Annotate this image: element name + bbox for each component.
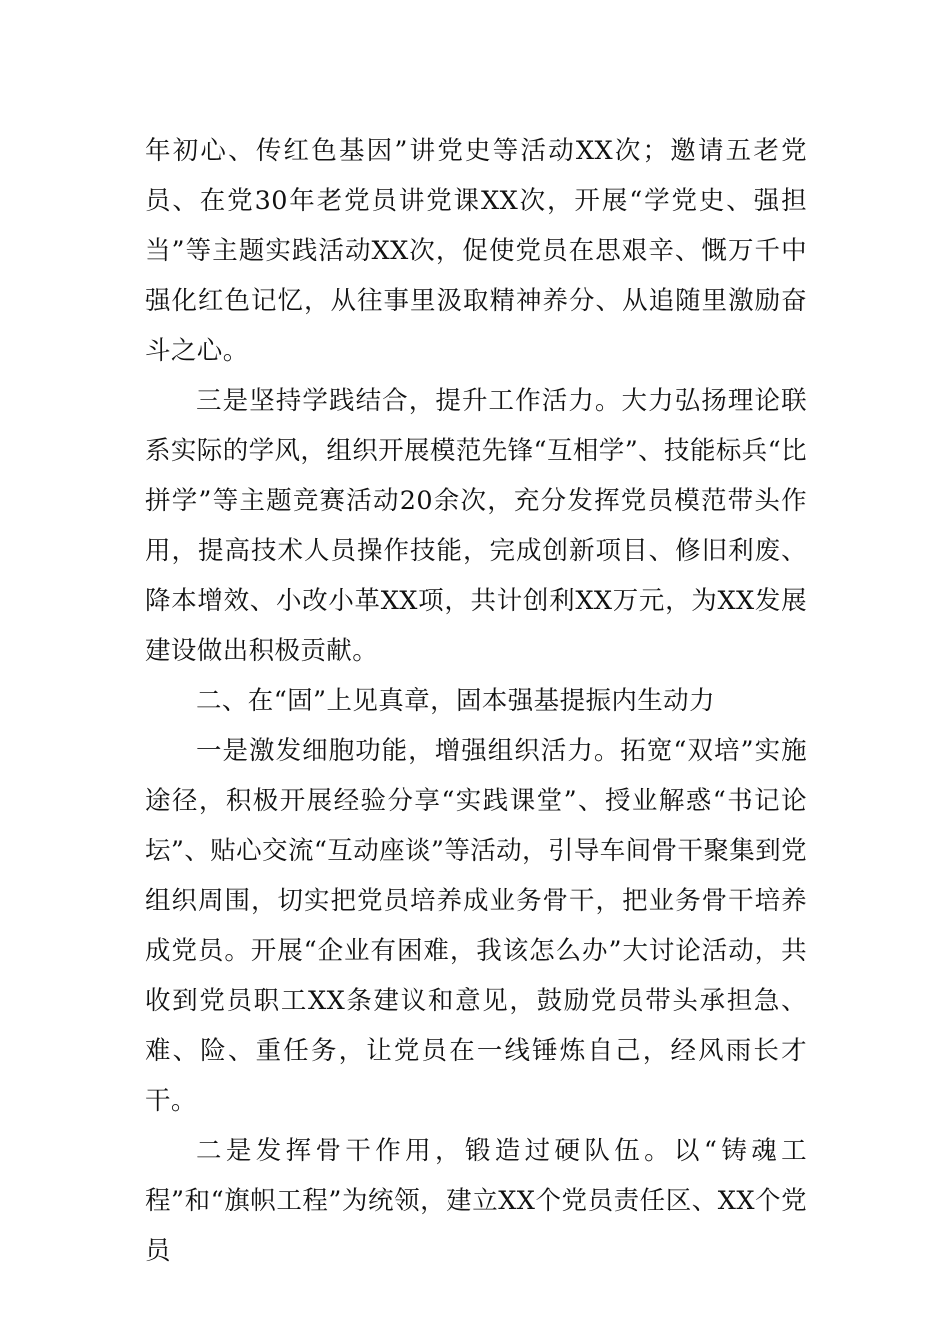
paragraph-party-history-activities: 年初心、传红色基因”讲党史等活动XX次；邀请五老党员、在党30年老党员讲党课XX次，开展“学党史、强担当”等主题实践活动XX次，促使党员在思艰辛、慨万千中强化红色记忆，从往事里汲取精神养分、从追随里激励奋斗之心。 (145, 136, 807, 366)
section-heading-consolidate: 二、在“固”上见真章，固本强基提振内生动力 (196, 686, 715, 716)
paragraph-learning-practice: 三是坚持学践结合，提升工作活力。大力弘扬理论联系实际的学风，组织开展模范先锋“互相学”、技能标兵“比拼学”等主题竞赛活动20余次，充分发挥党员模范带头作用，提高技术人员操作技能，完成创新项目、修旧利废、降本增效、小改小革XX项，共计创利XX万元，为XX发展建设做出积极贡献。 (145, 386, 807, 666)
document-body (145, 126, 807, 1276)
paragraph-backbone-role: 二是发挥骨干作用，锻造过硬队伍。以“铸魂工程”和“旗帜工程”为统领，建立XX个党员责任区、XX个党员 (145, 1136, 807, 1266)
paragraph-organization-vitality: 一是激发细胞功能，增强组织活力。拓宽“双培”实施途径，积极开展经验分享“实践课堂”、授业解惑“书记论坛”、贴心交流“互动座谈”等活动，引导车间骨干聚集到党组织周围，切实把党员培养成业务骨干，把业务骨干培养成党员。开展“企业有困难，我该怎么办”大讨论活动，共收到党员职工XX条建议和意见，鼓励党员带头承担急、难、险、重任务，让党员在一线锤炼自己，经风雨长才干。 (145, 736, 807, 1116)
